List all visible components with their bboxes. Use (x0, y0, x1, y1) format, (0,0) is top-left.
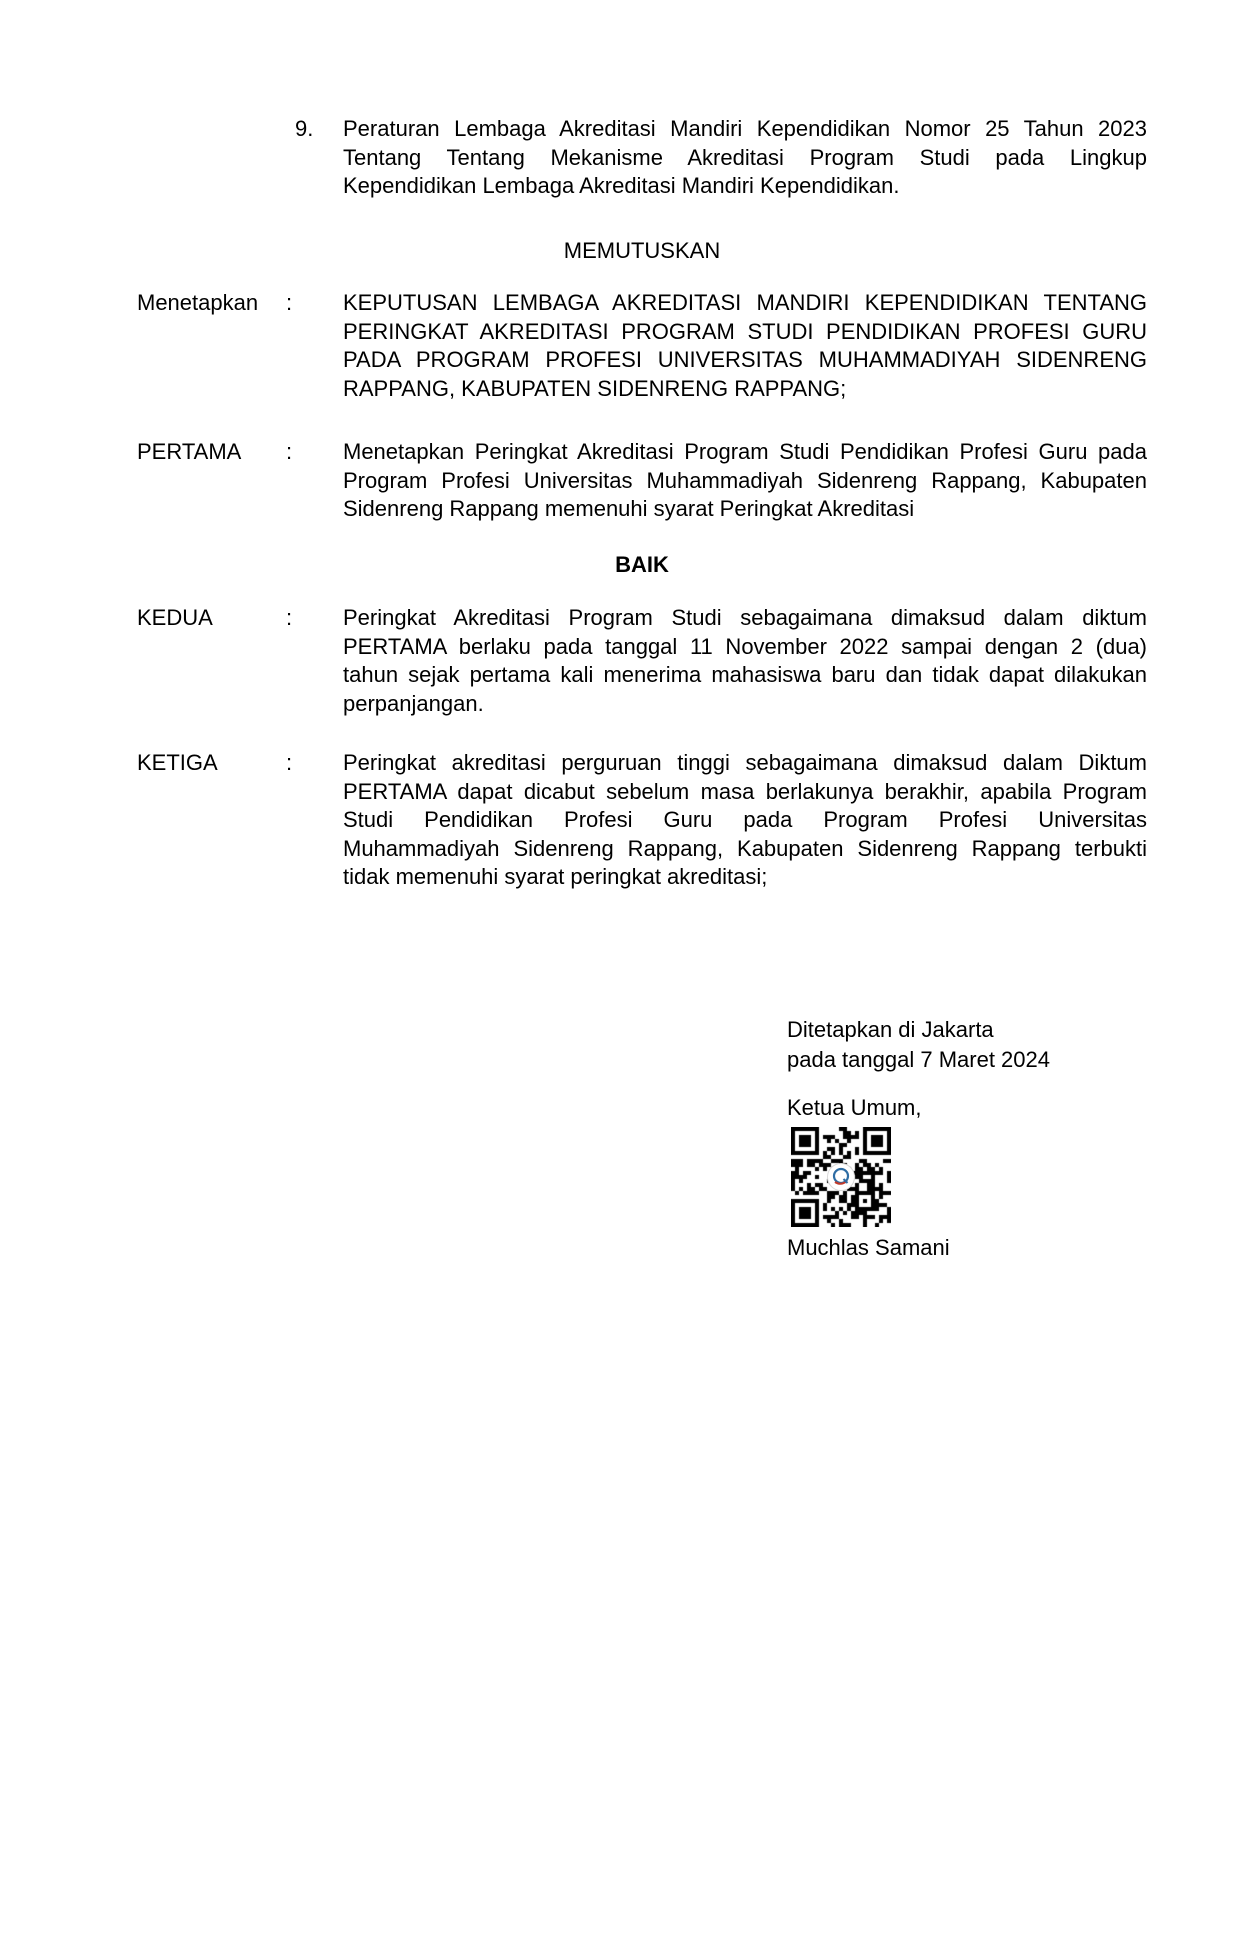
paragraph-line: tidak memenuhi syarat peringkat akreditasi; (343, 864, 768, 889)
paragraph-line: Peraturan Lembaga Akreditasi Mandiri Kependidikan Nomor 25 Tahun 2023 (343, 116, 1147, 141)
decree-body-menetapkan (343, 289, 1147, 403)
paragraph-line: Studi Pendidikan Profesi Guru pada Program Profesi Universitas (343, 807, 1147, 832)
paragraph-line: Menetapkan Peringkat Akreditasi Program Studi Pendidikan Profesi Guru pada (343, 439, 1147, 464)
paragraph-line: PADA PROGRAM PROFESI UNIVERSITAS MUHAMMADIYAH SIDENRENG (343, 347, 1147, 372)
paragraph-line: PERTAMA dapat dicabut sebelum masa berlakunya berakhir, apabila Program (343, 778, 1147, 804)
qr-center-logo-icon (827, 1163, 855, 1191)
paragraph-line: Peringkat akreditasi perguruan tinggi sebagaimana dimaksud dalam Diktum (343, 750, 1147, 775)
decree-colon: : (286, 605, 293, 630)
decree-colon: : (286, 750, 293, 775)
consideration-item-number: 9. (295, 116, 314, 141)
decree-body-kedua (343, 604, 1147, 718)
decree-colon: : (286, 439, 293, 464)
decree-label-ketiga: KETIGA (137, 750, 218, 775)
decree-body-pertama (343, 438, 1147, 524)
paragraph-line: KEPUTUSAN LEMBAGA AKREDITASI MANDIRI KEPENDIDIKAN TENTANG (343, 290, 1147, 315)
decree-label-pertama: PERTAMA (137, 439, 242, 464)
paragraph-line: PERTAMA berlaku pada tanggal 11 November 2022 sampai dengan 2 (dua) (343, 633, 1147, 659)
paragraph-line: Sidenreng Rappang memenuhi syarat Peringkat Akreditasi (343, 496, 915, 521)
consideration-item-9 (343, 115, 1147, 201)
signature-role: Ketua Umum, (787, 1095, 922, 1120)
decree-body-ketiga (343, 749, 1147, 892)
paragraph-line: Program Profesi Universitas Muhammadiyah Sidenreng Rappang, Kabupaten (343, 467, 1147, 493)
decree-label-menetapkan: Menetapkan (137, 290, 259, 315)
decree-label-kedua: KEDUA (137, 605, 213, 630)
paragraph-line: tahun sejak pertama kali menerima mahasiswa baru dan tidak dapat dilakukan (343, 662, 1147, 687)
memutuskan-heading: MEMUTUSKAN (563, 238, 721, 263)
lamdik-q-logo-icon (830, 1166, 852, 1188)
paragraph-line: Muhammadiyah Sidenreng Rappang, Kabupaten Sidenreng Rappang terbukti (343, 835, 1147, 861)
paragraph-line: perpanjangan. (343, 690, 484, 716)
paragraph-line: Kependidikan Lembaga Akreditasi Mandiri Kependidikan. (343, 173, 900, 198)
decree-colon: : (286, 290, 293, 315)
signature-place: Ditetapkan di Jakarta (787, 1017, 994, 1042)
paragraph-line: RAPPANG, KABUPATEN SIDENRENG RAPPANG; (343, 375, 847, 401)
baik-rating-heading: BAIK (615, 552, 669, 577)
paragraph-line: PERINGKAT AKREDITASI PROGRAM STUDI PENDIDIKAN PROFESI GURU (343, 318, 1147, 344)
signature-date: pada tanggal 7 Maret 2024 (787, 1047, 1050, 1072)
paragraph-line: Tentang Tentang Mekanisme Akreditasi Program Studi pada Lingkup (343, 144, 1147, 170)
signature-name: Muchlas Samani (787, 1235, 950, 1260)
paragraph-line: Peringkat Akreditasi Program Studi sebagaimana dimaksud dalam diktum (343, 605, 1147, 630)
